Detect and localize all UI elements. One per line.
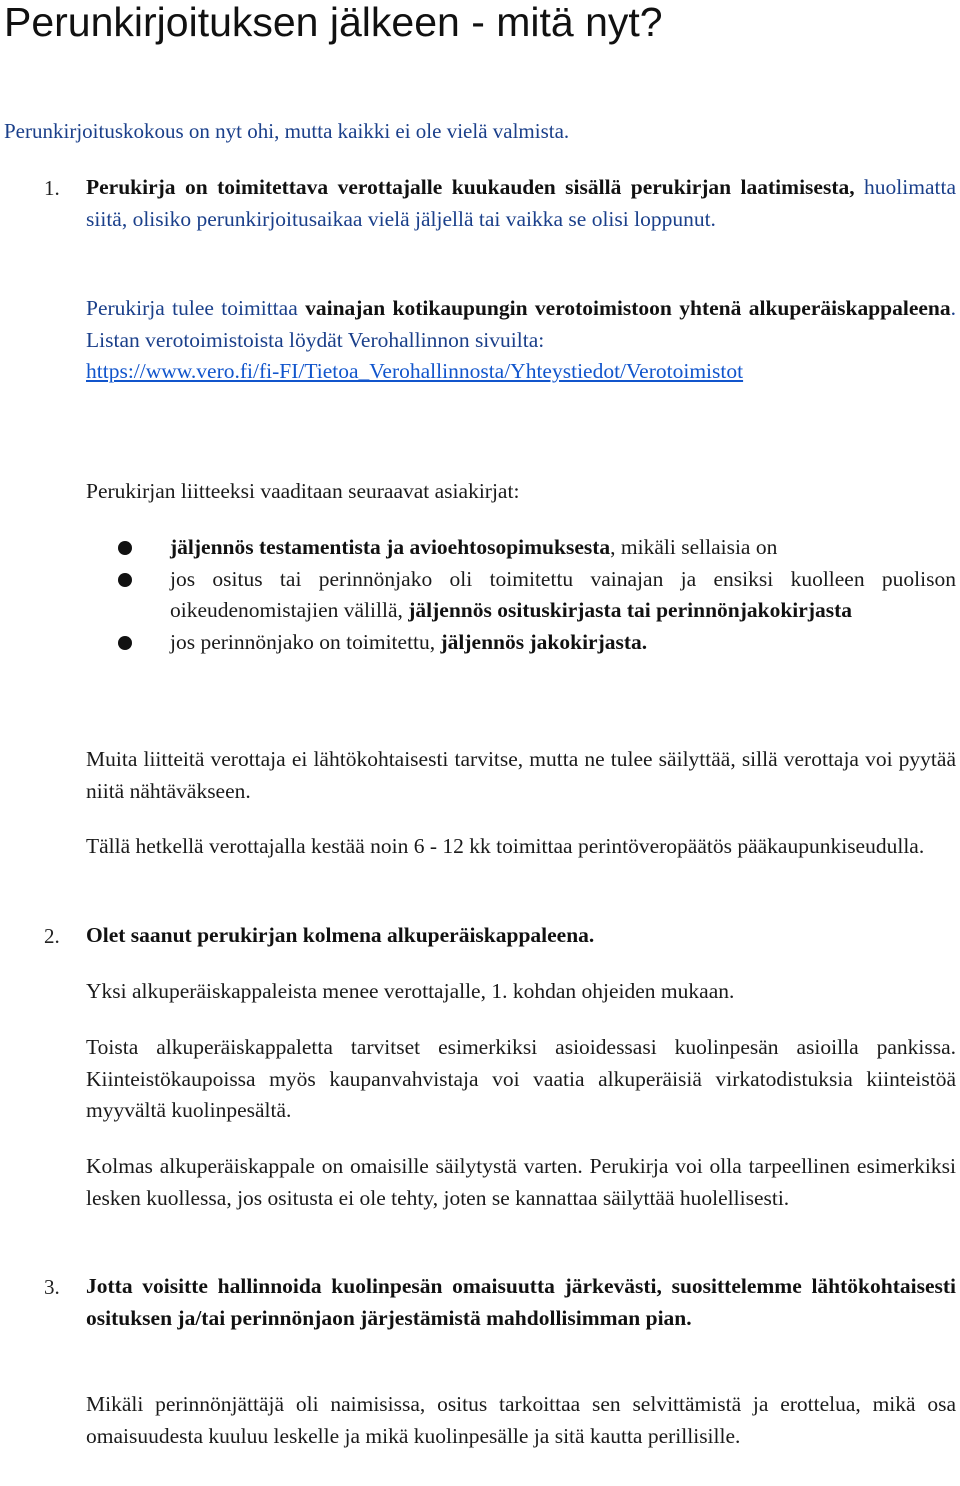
section-1-p1-start: Perukirja tulee toimittaa xyxy=(86,296,306,320)
section-1-p1-bold: vainajan kotikaupungin verotoimistoon yhtenä alkuperäiskappaleena xyxy=(305,296,951,320)
bullet-3-start: jos perinnönjako on toimitettu, xyxy=(170,629,441,654)
bullet-1-rest: , mikäli sellaisia on xyxy=(610,535,778,559)
section-1-p1-end: . Listan verotoimistoista löydät Verohallinnon sivuilta: xyxy=(86,296,956,352)
bullet-icon xyxy=(118,541,132,555)
bullet-2-bold: jäljennös osituskirjasta tai perinnönjakokirjasta xyxy=(408,598,853,622)
list-item xyxy=(86,532,956,564)
section-1-paragraph-4: Tällä hetkellä verottajalla kestää noin 6 - 12 kk toimittaa perintöveropäätös pääkaupunkiseudulla. xyxy=(86,834,925,858)
list-item xyxy=(86,564,956,627)
section-2-heading-text: Olet saanut perukirjan kolmena alkuperäiskappaleena. xyxy=(86,923,595,947)
page-title: Perunkirjoituksen jälkeen - mitä nyt? xyxy=(4,0,663,45)
list-item xyxy=(86,627,956,659)
verotoimistot-link[interactable]: https://www.vero.fi/fi-FI/Tietoa_Verohallinnosta/Yhteystiedot/Verotoimistot xyxy=(86,359,744,383)
section-1-heading-rest: huolimatta siitä, olisiko perunkirjoitusaikaa vielä jäljellä tai vaikka se olisi loppunut. xyxy=(86,175,957,231)
bullet-2-start: jos ositus tai perinnönjako oli toimitettu vainajan ja ensiksi kuolleen puolison oikeudenomistajien välillä, xyxy=(170,566,956,622)
section-3-paragraph-1: Mikäli perinnönjättäjä oli naimisissa, ositus tarkoittaa sen selvittämistä ja erottelua, mikä osa omaisuudesta kuuluu leskelle ja mikä kuolinpesälle ja sitä kautta perillisille. xyxy=(86,1392,956,1448)
section-1-heading xyxy=(86,172,956,235)
section-3-number: 3. xyxy=(44,1275,60,1299)
section-1-heading-bold: Perukirja on toimitettava verottajalle kuukauden sisällä perukirjan laatimisesta, xyxy=(86,175,855,199)
attachments-list xyxy=(86,532,956,658)
section-2-paragraph-3: Kolmas alkuperäiskappale on omaisille säilytystä varten. Perukirja voi olla tarpeellinen esimerkiksi lesken kuollessa, jos ositusta ei ole tehty, joten se kannattaa säilyttää huolellisesti. xyxy=(86,1154,956,1210)
section-1-attachments-intro: Perukirjan liitteeksi vaaditaan seuraavat asiakirjat: xyxy=(86,479,520,503)
section-2-paragraph-1: Yksi alkuperäiskappaleista menee verottajalle, 1. kohdan ohjeiden mukaan. xyxy=(86,979,735,1003)
section-1-number: 1. xyxy=(44,176,60,200)
section-1-paragraph-3: Muita liitteitä verottaja ei lähtökohtaisesti tarvitse, mutta ne tulee säilyttää, sillä verottaja voi pyytää niitä nähtäväkseen. xyxy=(86,747,956,803)
bullet-icon xyxy=(118,573,132,587)
section-1-paragraph-1 xyxy=(86,293,956,388)
intro-text: Perunkirjoituskokous on nyt ohi, mutta kaikki ei ole vielä valmista. xyxy=(4,119,570,143)
section-2-heading xyxy=(86,920,956,952)
bullet-3-bold: jäljennös jakokirjasta. xyxy=(440,629,648,654)
section-2-paragraph-2: Toista alkuperäiskappaletta tarvitset esimerkiksi asioidessasi kuolinpesän asioilla pankissa. Kiinteistökaupoissa myös kaupanvahvistaja voi vaatia alkuperäisiä virkatodistuksia kiinteistöä myyvältä kuolinpesältä. xyxy=(86,1035,956,1122)
bullet-1-bold: jäljennös testamentista ja avioehtosopimuksesta xyxy=(170,535,611,559)
section-3-heading xyxy=(86,1271,956,1334)
section-2-number: 2. xyxy=(44,924,60,948)
bullet-icon xyxy=(118,636,132,650)
section-3-heading-text: Jotta voisitte hallinnoida kuolinpesän omaisuutta järkevästi, suosittelemme lähtökohtaisesti osituksen ja/tai perinnönjaon järjestämistä mahdollisimman pian. xyxy=(86,1274,956,1330)
